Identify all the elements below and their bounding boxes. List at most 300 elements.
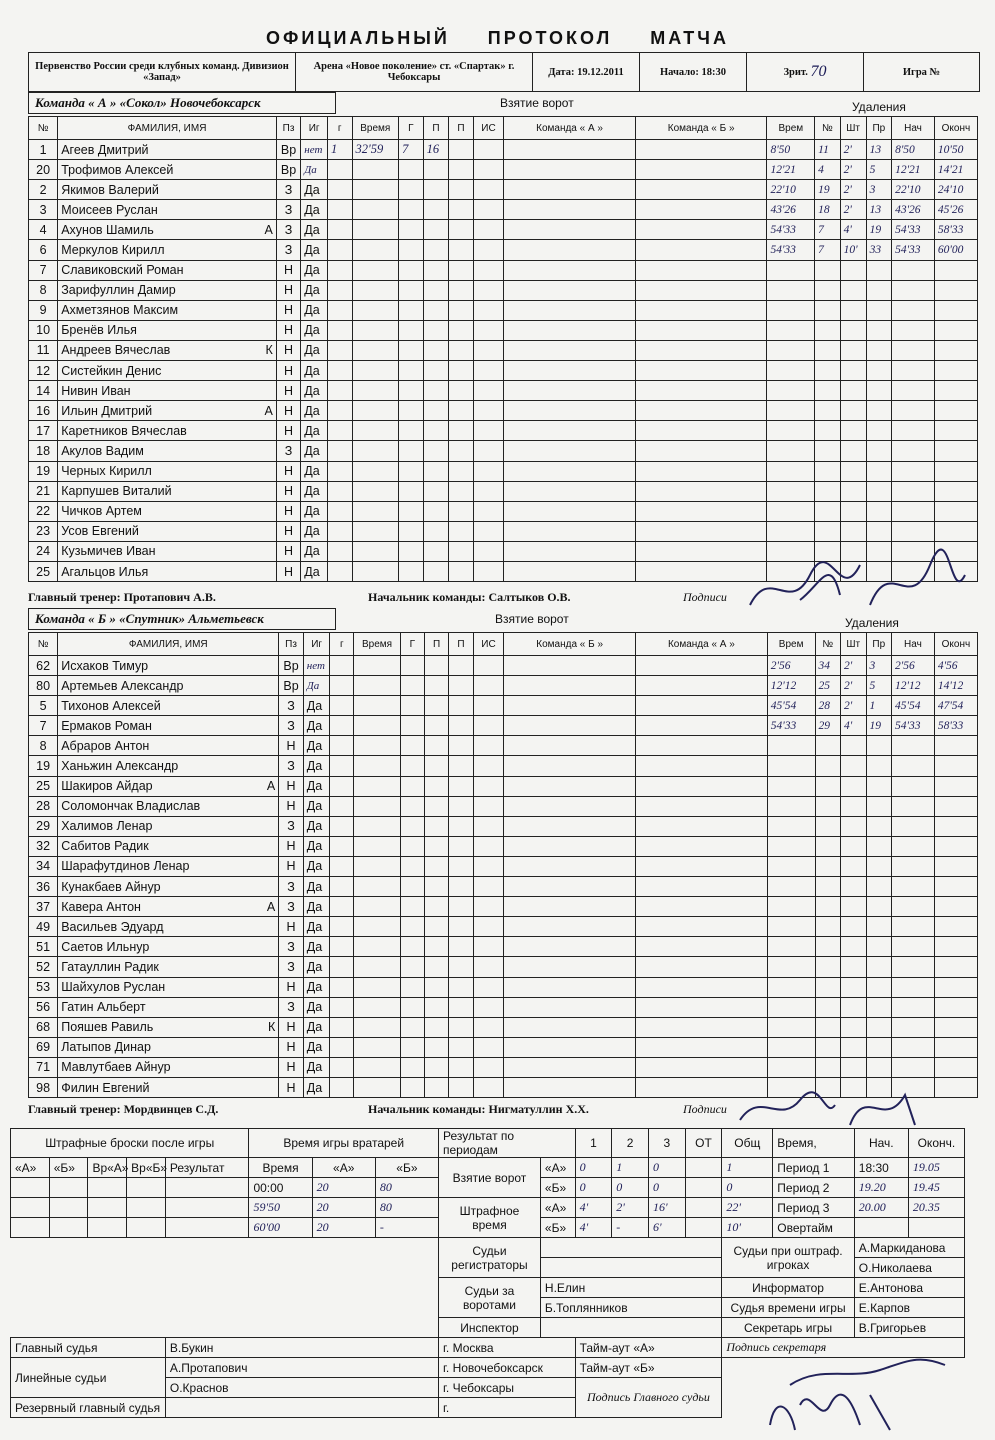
penalty-cell: 11 [815,140,841,160]
goal-g [327,200,352,220]
player-played: Да [303,776,330,796]
goal-p2 [449,280,473,300]
goal-p2 [449,461,473,481]
player-position: Н [279,917,304,937]
goal-is [473,361,504,381]
goal-gg [400,836,424,856]
period-label: Овертайм [773,1218,855,1238]
player-name-cell [58,1017,279,1037]
player-position: Н [276,421,301,441]
penalty-cell: 8'50 [767,140,815,160]
goal-p2 [449,756,473,776]
player-row [29,897,978,917]
goal-gg [400,957,424,977]
player-name: Ахметзянов Максим [61,303,179,318]
penalty-cell [767,361,815,381]
player-name-cell [58,501,277,521]
player-number: 4 [29,220,58,240]
goal-g [327,160,352,180]
player-name: Сабитов Радик [61,839,149,854]
penalty-cell [841,877,867,897]
player-name: Халимов Ленар [61,819,153,834]
goal-is [473,756,504,776]
penalty-cell: 12'21 [892,160,935,180]
goal-p1 [424,1017,448,1037]
player-number: 29 [29,816,58,836]
player-number: 34 [29,856,58,876]
goal-is [473,180,504,200]
goal-p2 [449,796,473,816]
penalty-cell: 19 [866,716,892,736]
goal-gg [400,897,424,917]
penalty-cell: 4' [840,220,866,240]
player-name-cell [58,220,277,240]
match-header [28,52,980,92]
goal-p2 [449,140,473,160]
penalty-cell [866,320,892,340]
penalty-cell [815,1037,841,1057]
goal-g [327,280,352,300]
goal-time [352,180,399,200]
player-name-cell [58,561,277,581]
goal-is [473,200,504,220]
player-played: Да [303,696,330,716]
team-1-goal [504,401,636,421]
game-number: Игра № [902,66,941,78]
penalty-cell [841,957,867,977]
player-name-cell [58,1077,279,1097]
period-label: Период 3 [773,1198,855,1218]
player-played: Да [303,716,330,736]
goal-time [352,561,399,581]
player-played: нет [303,656,330,676]
goal-gg [399,200,424,220]
player-row [29,401,978,421]
player-number: 16 [29,401,58,421]
player-name: Бренёв Илья [61,323,137,338]
player-row [29,856,978,876]
penalty-cell [767,521,815,541]
penalty-cell [892,917,935,937]
penalty-cell [866,796,892,816]
player-name: Ермаков Роман [61,718,152,733]
penalty-cell [767,300,815,320]
player-position: Н [276,541,301,561]
goal-p1 [424,917,448,937]
team-2-goal [636,676,768,696]
reserve-ref-label: Резервный главный судья [11,1398,166,1418]
goal-is [473,1057,504,1077]
player-number: 1 [29,140,58,160]
goal-time [352,240,399,260]
ref-sign-label: Подпись Главного судьи [575,1378,722,1418]
player-name-cell [58,716,279,736]
penalty-cell: 2' [840,160,866,180]
player-position: Н [276,561,301,581]
goal-p2 [449,856,473,876]
player-name-cell [58,521,277,541]
goal-p1 [424,816,448,836]
player-played: Да [301,541,328,561]
penalty-cell [892,877,935,897]
player-name: Тихонов Алексей [61,698,161,713]
penalty-cell [840,320,866,340]
player-name-cell [58,140,277,160]
player-position: З [279,957,304,977]
goal-g [330,957,354,977]
goal-p1 [424,877,448,897]
player-name: Нивин Иван [61,383,131,398]
penalty-cell [892,381,935,401]
period-end: 20.35 [908,1198,964,1218]
penalty-cell [892,796,935,816]
penalty-cell: 10'50 [934,140,977,160]
ref: В.Букин [165,1338,438,1358]
penalty-cell: 4'56 [934,656,977,676]
col-pr: Пр [866,117,892,140]
player-number: 53 [29,977,58,997]
team-b-manager: Начальник команды: Нигматуллин Х.Х. [368,1102,589,1116]
team-2-goal [636,957,768,977]
goal-is [473,240,504,260]
team-1-goal [504,696,636,716]
goal-cell: 0 [575,1158,612,1178]
col-end: Оконч [934,633,977,656]
penalty-cell [866,300,892,320]
team-1-goal [504,260,636,280]
col-name: ФАМИЛИЯ, ИМЯ [58,117,277,140]
goal-is [473,421,504,441]
player-number: 71 [29,1057,58,1077]
goal-p1 [423,160,449,180]
player-number: 11 [29,340,58,360]
gk-a: 20 [312,1218,375,1238]
penalty-cell [866,836,892,856]
goal-time [354,856,401,876]
goal-is [473,997,504,1017]
penalty-cell [892,897,935,917]
player-number: 22 [29,501,58,521]
team-1-goal [504,280,636,300]
penalty-cell: 33 [866,240,892,260]
team-2-goal [636,977,768,997]
goal-time [352,501,399,521]
penalty-cell [866,441,892,461]
player-name-cell [58,957,279,977]
goal-is [473,401,504,421]
penalty-cell [866,776,892,796]
penalty-cell [767,1037,815,1057]
official-signatures [760,1345,960,1435]
line-judge-city: г. Новочебоксарск [439,1358,576,1378]
col-is: ИС [473,117,504,140]
goal-gg [400,917,424,937]
line-judges-label: Линейные судьи [11,1358,166,1398]
gk-b: 80 [375,1198,438,1218]
goal-p1 [423,200,449,220]
goal-p1 [424,856,448,876]
penalty-cell [934,421,977,441]
player-number: 12 [29,361,58,381]
goal-gg [400,856,424,876]
goal-g [327,240,352,260]
spectators-label: Зрит. [783,66,808,78]
goal-g [330,997,354,1017]
shootout-label: Штрафные броски после игры [11,1129,249,1158]
col-end: Оконч [934,117,977,140]
player-position: Н [279,736,304,756]
goal-p1 [424,756,448,776]
team-2-goal [636,736,768,756]
goal-time [352,361,399,381]
player-position: Н [279,836,304,856]
goal-time [352,521,399,541]
penalty-cell [815,736,841,756]
player-row [29,340,978,360]
goal-p1 [423,401,449,421]
goal-is [473,561,504,581]
player-role: А [264,222,273,237]
player-name-cell [58,1037,279,1057]
penalty-cell: 45'26 [934,200,977,220]
team-1-goal [504,340,636,360]
penalty-cell: 58'33 [934,716,977,736]
player-number: 7 [29,260,58,280]
penalty-cell [866,421,892,441]
player-name-cell [58,200,277,220]
player-role: К [267,1020,276,1035]
goal-gg [400,816,424,836]
col-name: ФАМИЛИЯ, ИМЯ [58,633,279,656]
player-name-cell [58,260,277,280]
penalty-cell [866,340,892,360]
pim-total: 22' [722,1198,773,1218]
goal-time [354,877,401,897]
goal-time [354,776,401,796]
goal-g [330,736,354,756]
penalty-cell [866,361,892,381]
penalty-cell [841,937,867,957]
goal-g [330,977,354,997]
goal-g [330,1037,354,1057]
goal-is [473,836,504,856]
player-row [29,160,978,180]
goal-p1 [424,776,448,796]
penalty-cell: 1 [866,696,892,716]
goals-team-a: «А» [540,1158,575,1178]
penalty-cell [767,280,815,300]
player-played: Да [303,1077,330,1097]
player-row [29,877,978,897]
team-1-goal [504,381,636,401]
team-1-goal [504,997,636,1017]
penalty-cell [841,1017,867,1037]
penalty-cell [840,461,866,481]
goal-p2 [449,521,473,541]
goal-is [473,220,504,240]
penalty-cell: 4' [841,716,867,736]
penalty-cell [866,501,892,521]
player-name-cell [58,897,279,917]
player-row [29,140,978,160]
player-position: З [276,200,301,220]
penalty-cell [892,1037,935,1057]
player-number: 51 [29,937,58,957]
player-number: 2 [29,180,58,200]
penalty-cell [892,481,935,501]
player-number: 10 [29,320,58,340]
penalty-cell: 58'33 [934,220,977,240]
player-played: Да [301,561,328,581]
penalty-cell: 43'26 [892,200,935,220]
penalty-cell: 12'12 [767,676,815,696]
goal-gg [399,401,424,421]
penalty-cell [815,756,841,776]
goal-gg [400,977,424,997]
team-2-goal [635,441,767,461]
player-name: Ильин Дмитрий [61,403,153,418]
penalty-cell [866,461,892,481]
player-name-cell [58,877,279,897]
team-1-goal [504,320,636,340]
player-row [29,381,978,401]
goal-is [473,877,504,897]
penalty-cell: 8'50 [892,140,935,160]
team-2-goal [636,937,768,957]
team-2-goal [636,856,768,876]
player-position: З [279,897,304,917]
player-name: Андреев Вячеслав [61,343,171,358]
penalty-cell [892,280,935,300]
team-1-goal [504,180,636,200]
inspector-label: Инспектор [439,1318,541,1338]
penalty-cell [934,877,977,897]
timekeeper: Е.Карпов [854,1298,964,1318]
player-position: З [279,877,304,897]
player-name: Якимов Валерий [61,182,159,197]
player-row [29,756,978,776]
team-2-goal [635,160,767,180]
team-2-goal [636,756,768,776]
goal-gg [399,381,424,401]
team-b-title: Команда « Б » «Спутник» Альметьевск [28,608,336,630]
team-1-goal [504,957,636,977]
player-row [29,836,978,856]
player-role: К [265,343,273,358]
team-2-goal [635,180,767,200]
period-start: 19.20 [854,1178,908,1198]
goal-gg [400,1017,424,1037]
team-2-goal [635,521,767,541]
penalty-cell [815,421,841,441]
player-name-cell [58,997,279,1017]
penalty-cell [840,381,866,401]
player-row [29,180,978,200]
team-2-goal [635,200,767,220]
player-position: Н [276,280,301,300]
penalty-cell: 54'33 [892,220,935,240]
col-ptime: Врем [767,117,815,140]
player-name: Моисеев Руслан [61,202,158,217]
goal-g [327,381,352,401]
player-row [29,1037,978,1057]
penalty-cell [934,776,977,796]
player-role: А [266,899,276,914]
pim-team-a: «А» [540,1198,575,1218]
ref-city: г. Москва [439,1338,576,1358]
col-time: Время [354,633,401,656]
penalty-cell [767,977,815,997]
pim-cell: 4' [575,1218,612,1238]
penalty-cell: 29 [815,716,841,736]
goal-p2 [449,160,473,180]
penalty-cell: 24'10 [934,180,977,200]
goal-is [473,796,504,816]
player-played: Да [303,917,330,937]
player-number: 20 [29,160,58,180]
penalty-cell: 60'00 [934,240,977,260]
goal-g [327,220,352,240]
period-start: 20.00 [854,1198,908,1218]
penalty-cell [767,856,815,876]
team-1-goal [504,441,636,461]
player-row [29,716,978,736]
goal-g [327,361,352,381]
goal-is [473,481,504,501]
arena: Арена «Новое поколение» ст. «Спартак» г. Чебоксары [296,53,533,91]
player-name: Меркулов Кирилл [61,243,165,258]
penalty-cell: 54'33 [767,240,815,260]
goal-p1 [424,676,448,696]
team-2-goal [635,481,767,501]
goal-is [473,856,504,876]
goal-time [352,340,399,360]
player-number: 21 [29,481,58,501]
penalty-cell [840,521,866,541]
col-start: Нач [892,117,935,140]
date: Дата: 19.12.2011 [533,53,640,91]
penalty-cell [815,361,841,381]
goal-gg [400,696,424,716]
penalty-cell [767,836,815,856]
player-number: 37 [29,897,58,917]
penalty-cell [866,756,892,776]
penalty-cell [892,977,935,997]
team-1-goal [504,756,636,776]
goal-p2 [449,897,473,917]
col-p2: П [449,633,473,656]
player-name-cell [58,1057,279,1077]
col-is: ИС [473,633,504,656]
team-a-signatures [740,545,970,625]
team-2-goal [635,300,767,320]
player-name: Акулов Вадим [61,443,144,458]
penalty-cell [934,897,977,917]
player-played: Да [303,816,330,836]
penalty-cell [815,441,841,461]
goal-g [327,421,352,441]
player-position: Н [276,361,301,381]
player-number: 18 [29,441,58,461]
team-2-goal [635,501,767,521]
player-played: Да [303,676,330,696]
penalty-cell [815,897,841,917]
player-name-cell [58,160,277,180]
goal-p2 [449,957,473,977]
goal-p2 [449,1037,473,1057]
player-position: Вр [279,656,304,676]
goal-p2 [449,300,473,320]
